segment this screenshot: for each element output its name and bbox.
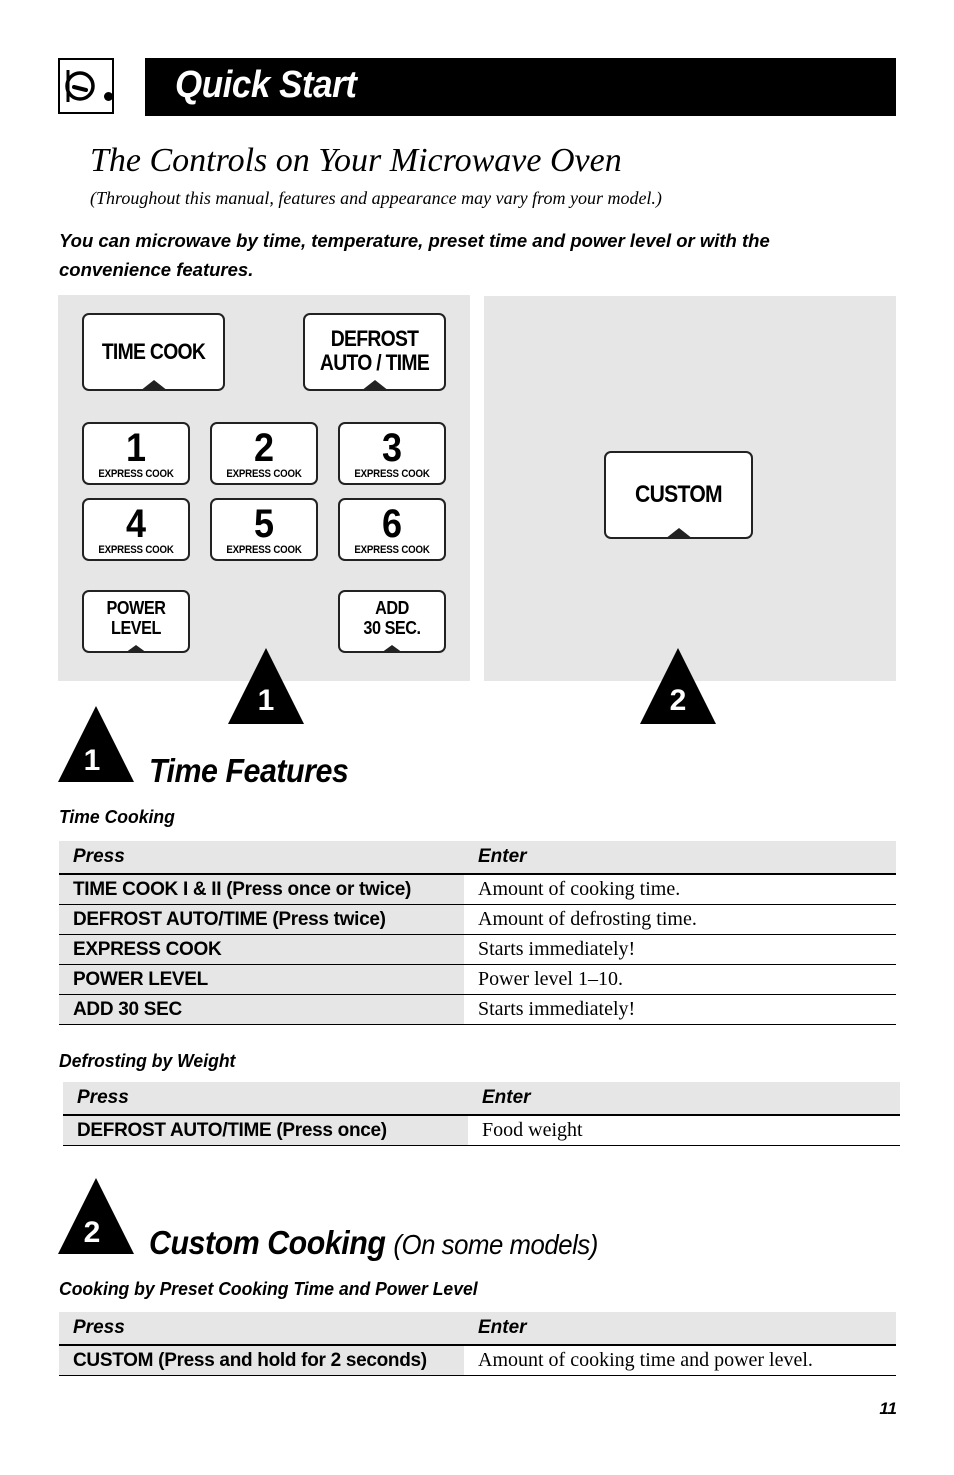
- defrost-key-label-1: DEFROST: [330, 326, 419, 351]
- marker-number: 1: [257, 684, 275, 717]
- press-header: Press: [59, 1312, 464, 1345]
- express-cook-key-3[interactable]: [338, 422, 446, 485]
- table-row: [59, 1345, 896, 1376]
- add-30-sec-key[interactable]: [338, 590, 446, 653]
- microwave-quick-start-icon: [60, 60, 112, 112]
- time-cook-key-label: TIME COOK: [101, 339, 206, 364]
- press-cell: EXPRESS COOK: [59, 935, 464, 965]
- quick-start-logo: [58, 58, 114, 114]
- logo-dot: [104, 92, 113, 101]
- section-marker-2: [58, 1178, 134, 1254]
- key-digit: 1: [125, 426, 147, 470]
- control-panel-time-features: [58, 295, 470, 681]
- panel-marker-2: [640, 648, 716, 724]
- section-marker-1: [58, 706, 134, 782]
- table-row: [63, 1115, 900, 1146]
- title-bar: [145, 58, 896, 116]
- custom-cooking-title: [149, 1224, 598, 1262]
- key-sublabel: EXPRESS COOK: [98, 544, 174, 556]
- page-title: Quick Start: [175, 64, 357, 106]
- custom-cooking-title-text: Custom Cooking: [149, 1224, 386, 1261]
- control-panel-custom: [484, 296, 896, 681]
- press-cell: DEFROST AUTO/TIME (Press twice): [59, 905, 464, 935]
- key-digit: 3: [381, 426, 403, 470]
- enter-cell: Food weight: [468, 1115, 900, 1146]
- pointer-icon: [361, 380, 389, 391]
- enter-header: Enter: [464, 841, 896, 874]
- key-digit: 5: [253, 502, 275, 546]
- custom-cooking-title-note: (On some models): [393, 1229, 598, 1260]
- custom-key-label: CUSTOM: [635, 481, 722, 508]
- press-header: Press: [59, 841, 464, 874]
- marker-number: 1: [83, 744, 101, 777]
- pointer-icon: [140, 380, 168, 391]
- time-cook-key[interactable]: [82, 313, 225, 391]
- defrost-key-label-2: AUTO / TIME: [319, 350, 430, 375]
- panel-marker-1: [228, 648, 304, 724]
- enter-cell: Starts immediately!: [464, 935, 896, 965]
- pointer-icon: [665, 528, 693, 539]
- key-sublabel: EXPRESS COOK: [354, 468, 430, 480]
- press-cell: DEFROST AUTO/TIME (Press once): [63, 1115, 468, 1146]
- press-cell: TIME COOK I & II (Press once or twice): [59, 874, 464, 905]
- table-row: [59, 935, 896, 965]
- marker-number: 2: [669, 684, 687, 717]
- enter-header: Enter: [464, 1312, 896, 1345]
- enter-cell: Power level 1–10.: [464, 965, 896, 995]
- enter-header: Enter: [468, 1082, 900, 1115]
- defrost-weight-table: [63, 1082, 900, 1146]
- power-level-key[interactable]: [82, 590, 190, 653]
- press-cell: POWER LEVEL: [59, 965, 464, 995]
- express-cook-key-6[interactable]: [338, 498, 446, 561]
- time-cooking-table: [59, 841, 896, 1025]
- defrost-auto-time-key[interactable]: [303, 313, 446, 391]
- table-header-row: [59, 841, 896, 874]
- time-features-title: Time Features: [149, 752, 349, 789]
- time-cooking-subhead: Time Cooking: [59, 806, 175, 827]
- page-number: 11: [879, 1399, 897, 1418]
- key-digit: 6: [381, 502, 403, 546]
- table-row: [59, 965, 896, 995]
- key-sublabel: EXPRESS COOK: [226, 544, 302, 556]
- custom-cooking-table: [59, 1312, 896, 1376]
- express-cook-key-2[interactable]: [210, 422, 318, 485]
- key-digit: 4: [125, 502, 147, 546]
- enter-cell: Starts immediately!: [464, 995, 896, 1025]
- power-key-label-2: LEVEL: [111, 618, 161, 638]
- express-cook-key-5[interactable]: [210, 498, 318, 561]
- power-key-label-1: POWER: [106, 598, 166, 618]
- pointer-icon: [125, 645, 147, 653]
- enter-cell: Amount of cooking time.: [464, 874, 896, 905]
- table-row: [59, 995, 896, 1025]
- add-key-label-1: ADD: [375, 598, 409, 618]
- pointer-icon: [381, 645, 403, 653]
- press-cell: CUSTOM (Press and hold for 2 seconds): [59, 1345, 464, 1376]
- preset-cooking-subhead: Cooking by Preset Cooking Time and Power Level: [59, 1278, 478, 1299]
- enter-cell: Amount of cooking time and power level.: [464, 1345, 896, 1376]
- add-key-label-2: 30 SEC.: [363, 618, 421, 638]
- table-header-row: [63, 1082, 900, 1115]
- press-header: Press: [63, 1082, 468, 1115]
- controls-heading: The Controls on Your Microwave Oven: [90, 142, 622, 179]
- defrost-weight-subhead: Defrosting by Weight: [59, 1050, 236, 1071]
- model-note: (Throughout this manual, features and appearance may vary from your model.): [90, 188, 662, 208]
- press-cell: ADD 30 SEC: [59, 995, 464, 1025]
- key-sublabel: EXPRESS COOK: [354, 544, 430, 556]
- express-cook-key-1[interactable]: [82, 422, 190, 485]
- key-sublabel: EXPRESS COOK: [98, 468, 174, 480]
- table-row: [59, 905, 896, 935]
- table-row: [59, 874, 896, 905]
- key-sublabel: EXPRESS COOK: [226, 468, 302, 480]
- table-header-row: [59, 1312, 896, 1345]
- enter-cell: Amount of defrosting time.: [464, 905, 896, 935]
- intro-text: You can microwave by time, temperature, preset time and power level or with the convenience features.: [59, 230, 770, 280]
- key-digit: 2: [253, 426, 275, 470]
- custom-key[interactable]: [604, 451, 753, 539]
- express-cook-key-4[interactable]: [82, 498, 190, 561]
- marker-number: 2: [83, 1216, 101, 1249]
